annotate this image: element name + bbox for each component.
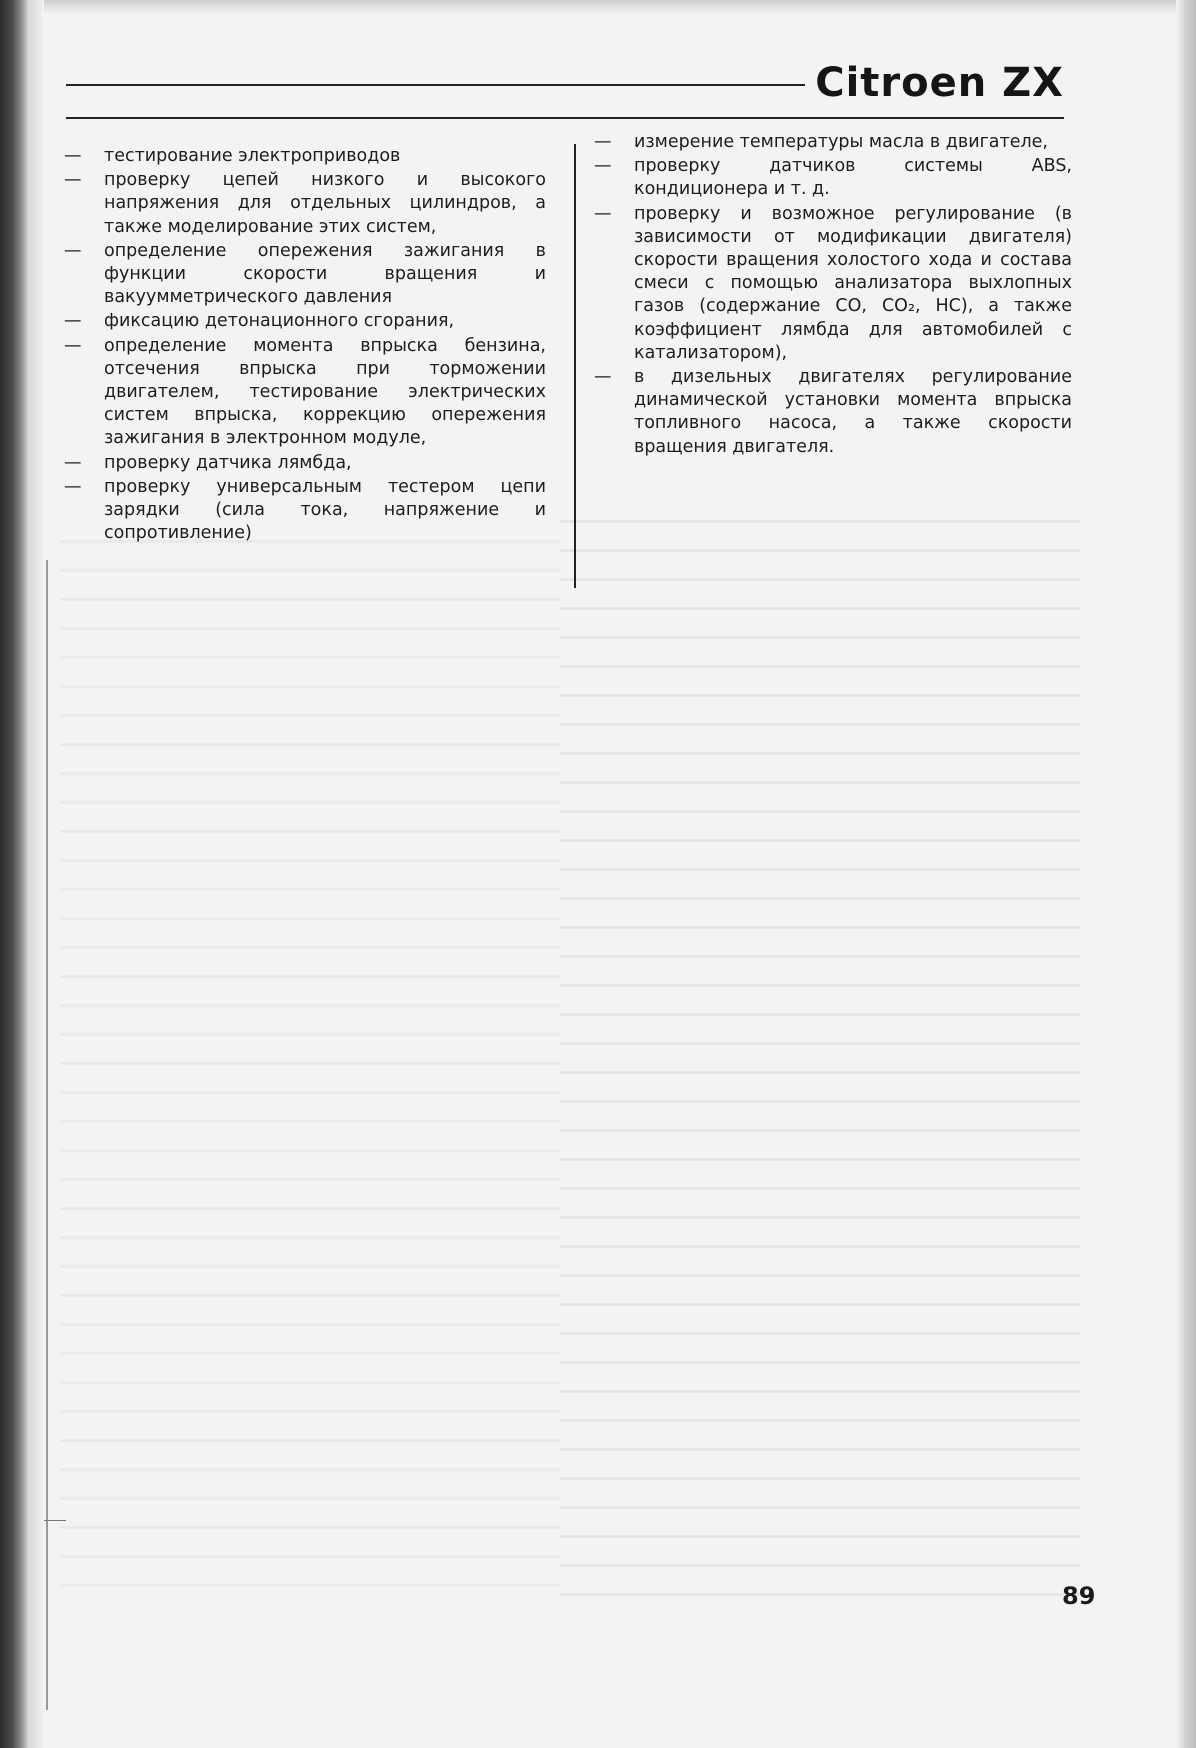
- list-dash: —: [64, 335, 82, 356]
- column-divider: [574, 144, 576, 588]
- right-column: [594, 131, 1072, 460]
- list-item: [594, 155, 1072, 201]
- bleed-through-right: [560, 520, 1080, 1600]
- list-item: [594, 203, 1072, 365]
- list-item: [64, 452, 546, 475]
- list-item: [64, 476, 546, 546]
- scan-top-edge: [0, 0, 1196, 14]
- scan-left-shadow: [30, 0, 44, 1748]
- list-dash: —: [594, 132, 612, 152]
- list-dash: —: [64, 452, 82, 473]
- list-item-text: проверку и возможное регулирование (в зависимости от модификации двигателя) скорости вращения холостого хода и состава смеси с помощью анализатора выхлопных газов (содержание CO, CO₂, HC), а также коэффициент лямбда для автомобилей с катализатором),: [634, 203, 1072, 363]
- scan-left-edge: [0, 0, 30, 1748]
- binding-line: [46, 560, 48, 1710]
- list-item-text: в дизельных двигателях регулирование динамической установки момента впрыска топливного насоса, а также скорости вращения двигателя.: [634, 367, 1072, 457]
- list-item: [64, 145, 546, 168]
- header-rule-bottom: [66, 117, 1064, 119]
- bleed-through-left: [60, 540, 560, 1600]
- list-dash: —: [594, 156, 612, 177]
- list-item-text: определение опережения зажигания в функции скорости вращения и вакуумметрического давления: [104, 240, 546, 308]
- list-item-text: проверку универсальным тестером цепи зарядки (сила тока, напряжение и сопротивление): [104, 476, 546, 544]
- page-header-brand: Citroen ZX: [805, 58, 1064, 108]
- list-dash: —: [64, 240, 82, 261]
- list-item: [64, 240, 546, 310]
- list-dash: —: [64, 146, 82, 166]
- list-item-text: проверку датчика лямбда,: [104, 452, 352, 473]
- list-dash: —: [64, 476, 82, 497]
- list-item: [594, 131, 1072, 154]
- list-dash: —: [594, 203, 612, 224]
- list-item-text: тестирование электроприводов: [104, 146, 401, 166]
- left-column: [64, 145, 546, 546]
- list-dash: —: [594, 367, 612, 388]
- list-item: [64, 335, 546, 451]
- list-item-text: определение момента впрыска бензина, отсечения впрыска при торможении двигателем, тестирование электрических систем впрыска, коррекцию опережения зажигания в электронном модуле,: [104, 335, 546, 449]
- list-item: [594, 366, 1072, 459]
- page-number: 89: [1062, 1582, 1096, 1610]
- list-item: [64, 310, 546, 333]
- list-item: [64, 169, 546, 239]
- list-dash: —: [64, 311, 82, 332]
- list-dash: —: [64, 170, 82, 191]
- list-item-text: фиксацию детонационного сгорания,: [104, 311, 455, 332]
- list-item-text: проверку цепей низкого и высокого напряжения для отдельных цилиндров, а также моделирование этих систем,: [104, 170, 546, 237]
- scan-right-edge: [1176, 0, 1196, 1748]
- list-item-text: проверку датчиков системы ABS, кондиционера и т. д.: [634, 156, 1072, 200]
- list-item-text: измерение температуры масла в двигателе,: [634, 132, 1048, 152]
- margin-mark: [44, 1520, 66, 1521]
